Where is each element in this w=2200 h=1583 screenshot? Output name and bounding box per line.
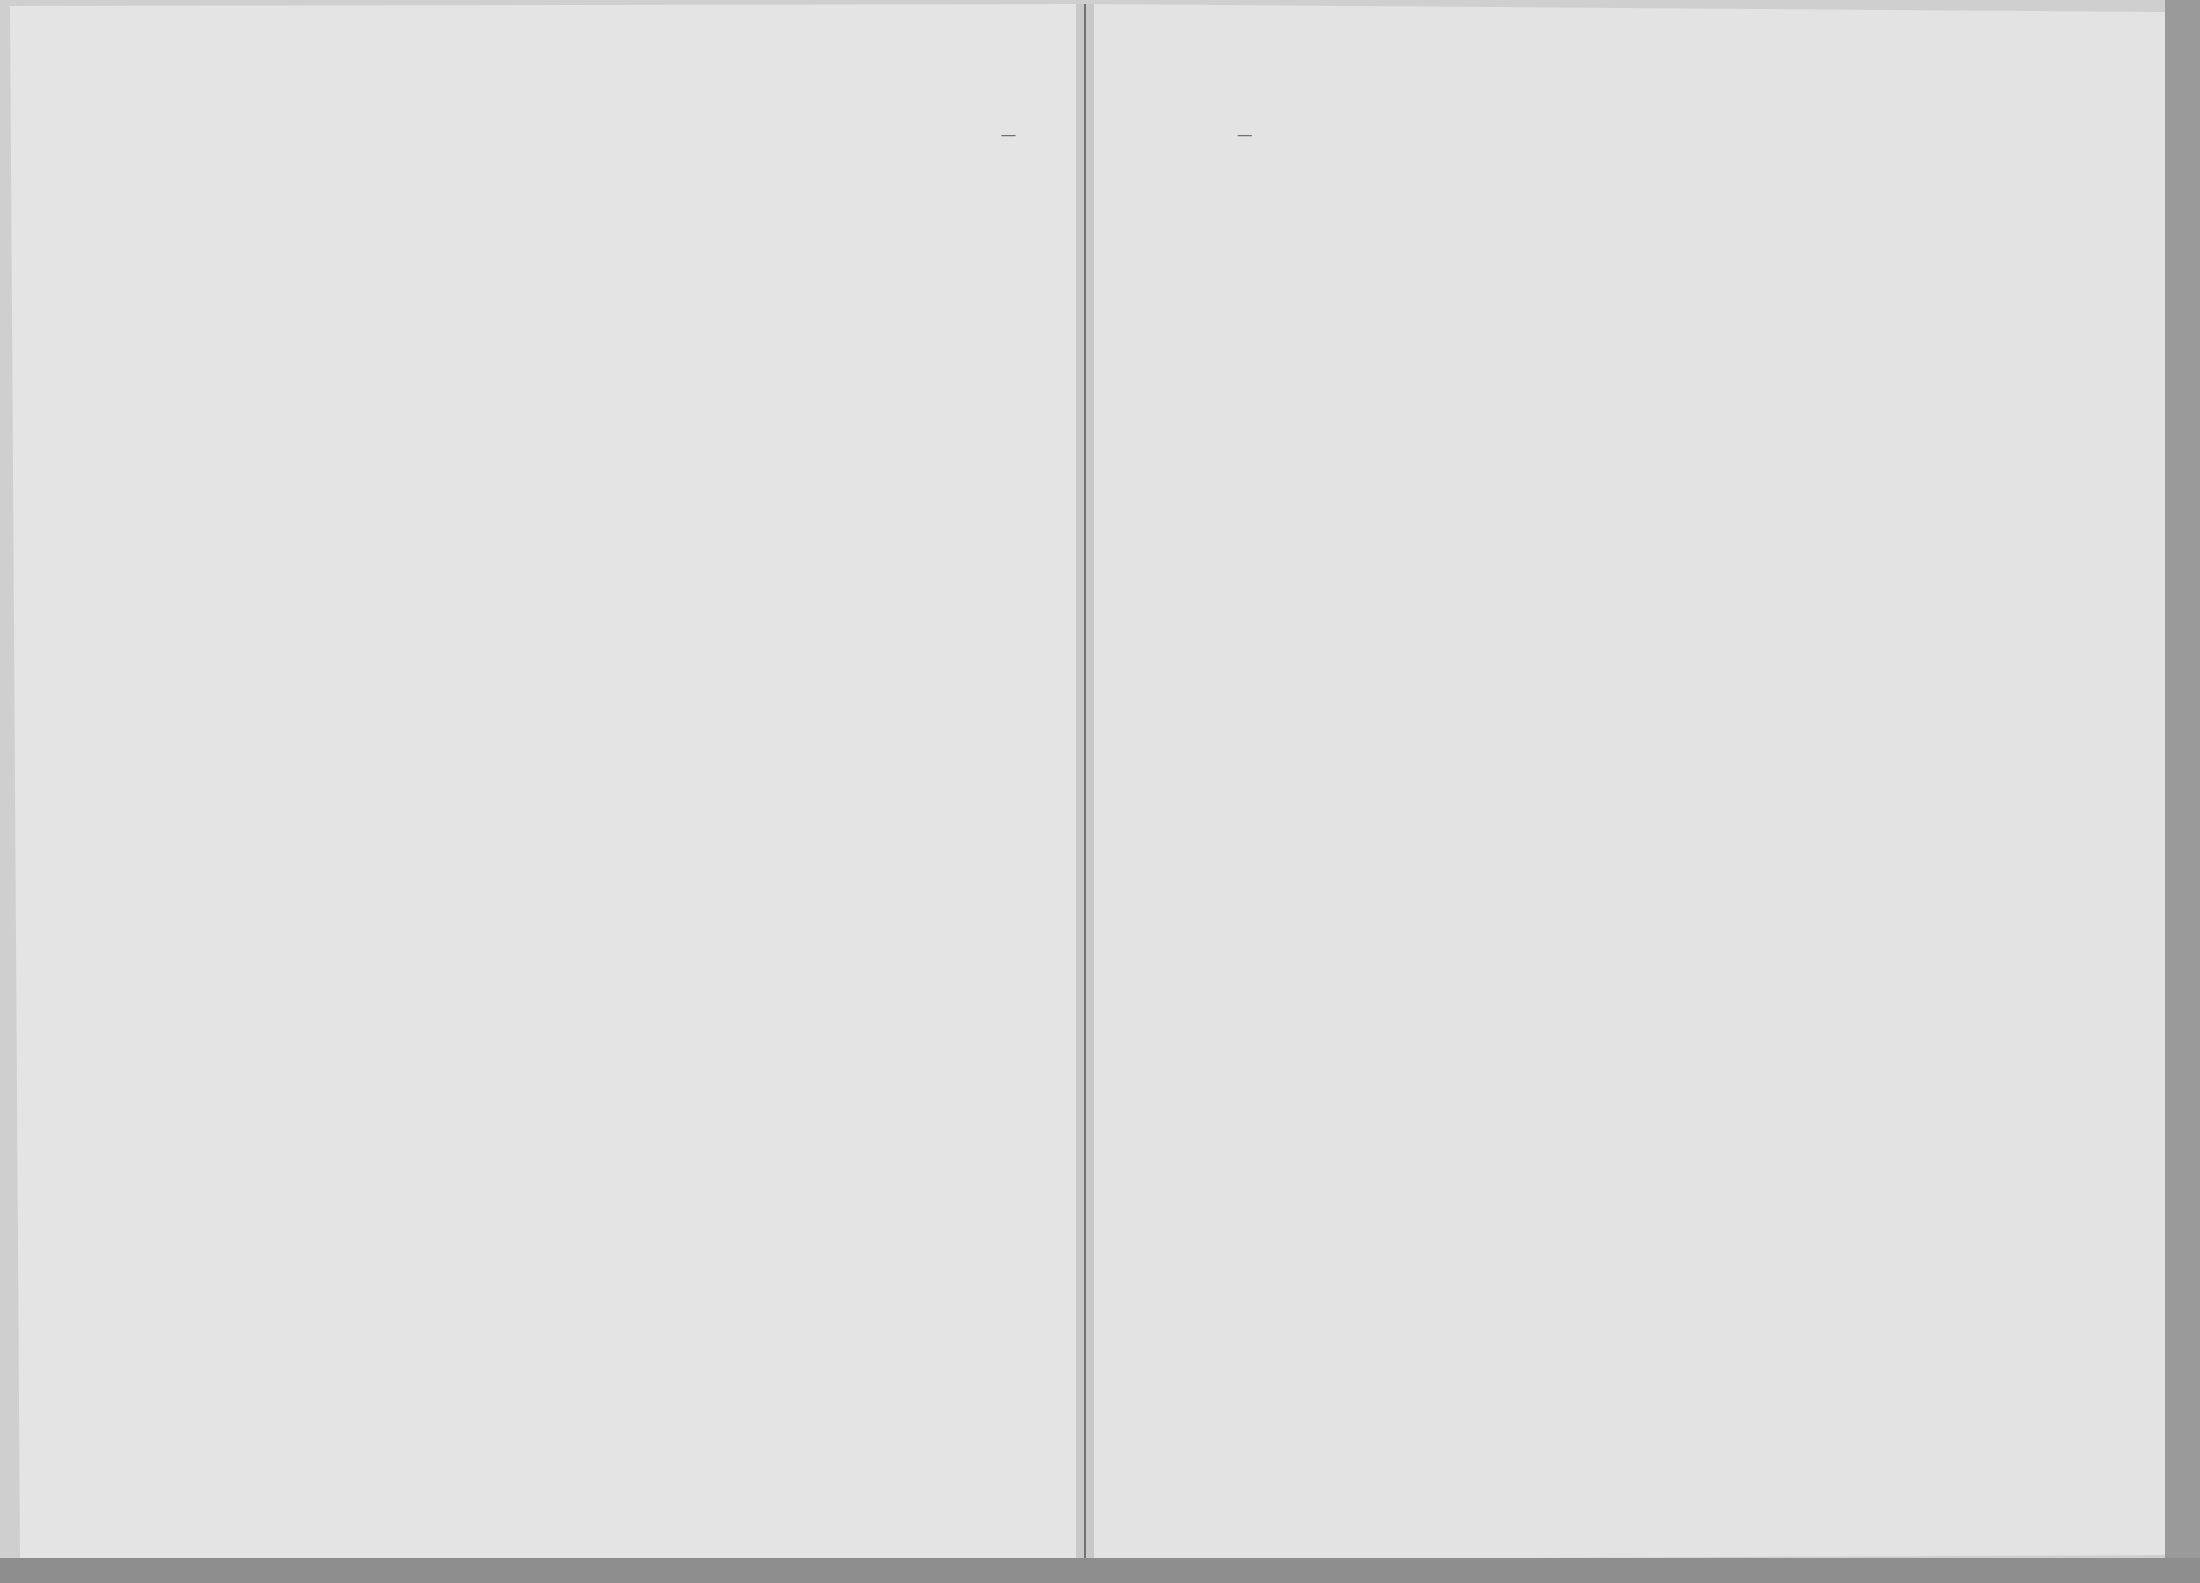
header-attended: — bbox=[994, 128, 1016, 143]
left-page bbox=[10, 4, 1085, 1560]
header-holy-communion: — bbox=[1237, 128, 1263, 143]
right-page bbox=[1085, 4, 2170, 1560]
